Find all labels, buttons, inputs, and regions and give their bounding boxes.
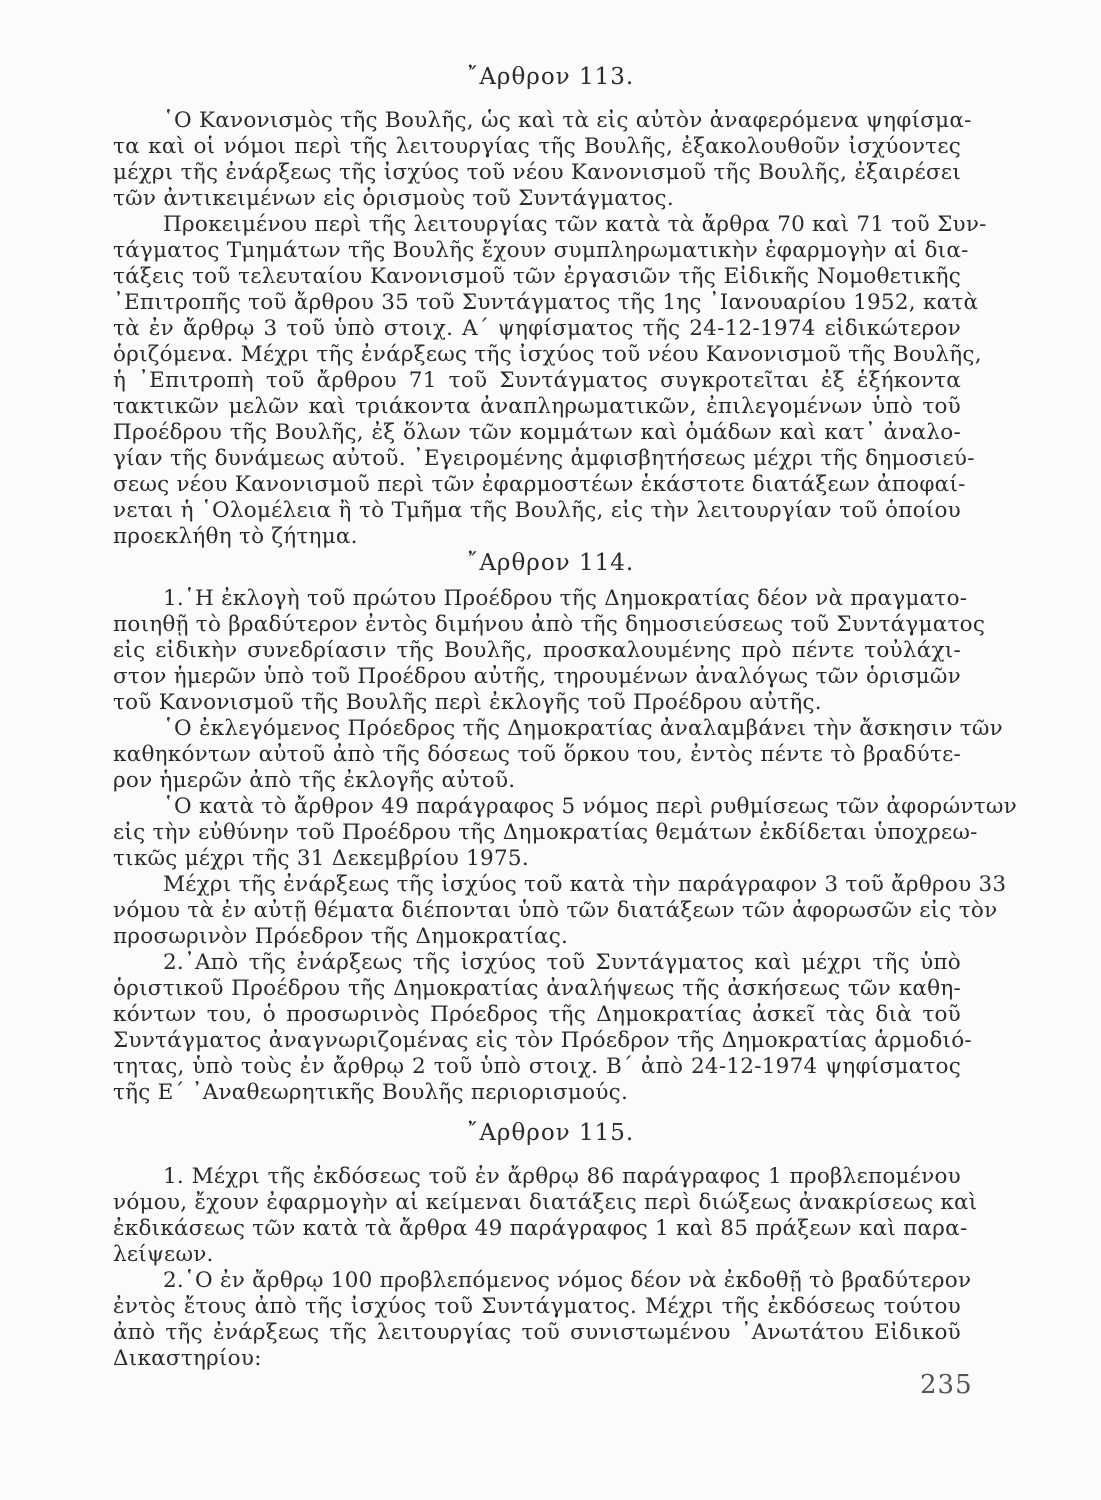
- text-line: τάγματος Τμημάτων τῆς Βουλῆς ἔχουν συμπληρωματικὴν ἐφαρμογὴν αἱ δια-: [113, 238, 969, 263]
- text-line: τακτικῶν μελῶν καὶ τριάκοντα ἀναπληρωματικῶν, ἐπιλεγομένων ὑπὸ τοῦ: [113, 394, 961, 419]
- page-number: 235: [920, 1370, 973, 1400]
- text-line: εἰς εἰδικὴν συνεδρίασιν τῆς Βουλῆς, προσκαλουμένης πρὸ πέντε τοὐλάχι-: [113, 638, 961, 663]
- text-line: τῆς Ε΄ ᾿Αναθεωρητικῆς Βουλῆς περιορισμούς.: [113, 1080, 629, 1105]
- text-line: νεται ἡ ῾Ολομέλεια ἢ τὸ Τμῆμα τῆς Βουλῆς, εἰς τὴν λειτουργίαν τοῦ ὁποίου: [113, 498, 961, 523]
- text-line: ῾Ο κατὰ τὸ ἄρθρον 49 παράγραφος 5 νόμος περὶ ρυθμίσεως τῶν ἀφορώντων: [163, 794, 1017, 819]
- text-line: γίαν τῆς δυνάμεως αὐτοῦ. ᾿Εγειρομένης ἀμφισβητήσεως μέχρι τῆς δημοσιεύ-: [113, 446, 975, 471]
- text-line: προσωρινὸν Πρόεδρον τῆς Δημοκρατίας.: [113, 924, 569, 949]
- article-115-heading: ῎Αρθρον 115.: [466, 1120, 635, 1146]
- text-line: ἡ ᾿Επιτροπὴ τοῦ ἄρθρου 71 τοῦ Συντάγματος συγκροτεῖται ἐξ ἑξήκοντα: [113, 368, 961, 393]
- article-113-heading: ῎Αρθρον 113.: [466, 64, 635, 90]
- text-line: ρον ἡμερῶν ἀπὸ τῆς ἐκλογῆς αὐτοῦ.: [113, 768, 516, 793]
- text-line: ἀπὸ τῆς ἐνάρξεως τῆς λειτουργίας τοῦ συνιστωμένου ᾿Ανωτάτου Εἰδικοῦ: [113, 1320, 961, 1345]
- text-line: τοῦ Κανονισμοῦ τῆς Βουλῆς περὶ ἐκλογῆς τοῦ Προέδρου αὐτῆς.: [113, 690, 822, 715]
- text-line: 2.῾Ο ἐν ἄρθρῳ 100 προβλεπόμενος νόμος δέον νὰ ἐκδοθῇ τὸ βραδύτερον: [163, 1268, 972, 1293]
- text-line: καθηκόντων αὐτοῦ ἀπὸ τῆς δόσεως τοῦ ὅρκου του, ἐντὸς πέντε τὸ βραδύτε-: [113, 742, 961, 767]
- text-line: νόμου τὰ ἐν αὐτῇ θέματα διέπονται ὑπὸ τῶν διατάξεων τῶν ἀφορωσῶν εἰς τὸν: [113, 898, 998, 923]
- text-line: 1. Μέχρι τῆς ἐκδόσεως τοῦ ἐν ἄρθρῳ 86 παράγραφος 1 προβλεπομένου: [163, 1164, 961, 1189]
- text-line: Μέχρι τῆς ἐνάρξεως τῆς ἰσχύος τοῦ κατὰ τὴν παράγραφον 3 τοῦ ἄρθρου 33: [163, 872, 1007, 897]
- text-line: λείψεων.: [113, 1242, 214, 1267]
- text-line: ἐκδικάσεως τῶν κατὰ τὰ ἄρθρα 49 παράγραφος 1 καὶ 85 πράξεων καὶ παρα-: [113, 1216, 968, 1241]
- text-line: ποιηθῇ τὸ βραδύτερον ἐντὸς διμήνου ἀπὸ τῆς δημοσιεύσεως τοῦ Συντάγματος: [113, 612, 986, 637]
- text-line: ῾Ο Κανονισμὸς τῆς Βουλῆς, ὡς καὶ τὰ εἰς αὐτὸν ἀναφερόμενα ψηφίσμα-: [163, 108, 972, 133]
- text-line: Προκειμένου περὶ τῆς λειτουργίας τῶν κατὰ τὰ ἄρθρα 70 καὶ 71 τοῦ Συν-: [163, 212, 987, 237]
- text-line: τα καὶ οἱ νόμοι περὶ τῆς λειτουργίας τῆς Βουλῆς, ἐξακολουθοῦν ἰσχύοντες: [113, 134, 961, 159]
- text-line: τητας, ὑπὸ τοὺς ἐν ἄρθρῳ 2 τοῦ ὑπὸ στοιχ. Β΄ ἀπὸ 24-12-1974 ψηφίσματος: [113, 1054, 961, 1079]
- text-line: ἐντὸς ἔτους ἀπὸ τῆς ἰσχύος τοῦ Συντάγματος. Μέχρι τῆς ἐκδόσεως τούτου: [113, 1294, 961, 1319]
- text-line: Προέδρου τῆς Βουλῆς, ἐξ ὅλων τῶν κομμάτων καὶ ὁμάδων καὶ κατ᾿ ἀναλο-: [113, 420, 961, 445]
- text-line: προεκλήθη τὸ ζήτημα.: [113, 524, 358, 549]
- text-line: μέχρι τῆς ἐνάρξεως τῆς ἰσχύος τοῦ νέου Κανονισμοῦ τῆς Βουλῆς, ἐξαιρέσει: [113, 160, 961, 185]
- text-line: τικῶς μέχρι τῆς 31 Δεκεμβρίου 1975.: [113, 846, 529, 871]
- text-line: κόντων του, ὁ προσωρινὸς Πρόεδρος τῆς Δημοκρατίας ἀσκεῖ τὰς διὰ τοῦ: [113, 1002, 961, 1027]
- text-line: Δικαστηρίου:: [113, 1346, 262, 1371]
- text-line: εἰς τὴν εὐθύνην τοῦ Προέδρου τῆς Δημοκρατίας θεμάτων ἐκδίδεται ὑποχρεω-: [113, 820, 978, 845]
- text-line: ὁριστικοῦ Προέδρου τῆς Δημοκρατίας ἀναλήψεως τῆς ἀσκήσεως τῶν καθη-: [113, 976, 961, 1001]
- text-line: Συντάγματος ἀναγνωριζομένας εἰς τὸν Πρόεδρον τῆς Δημοκρατίας ἁρμοδιό-: [113, 1028, 972, 1053]
- text-line: στον ἡμερῶν ὑπὸ τοῦ Προέδρου αὐτῆς, τηρουμένων ἀναλόγως τῶν ὁρισμῶν: [113, 664, 961, 689]
- text-line: ῾Ο ἐκλεγόμενος Πρόεδρος τῆς Δημοκρατίας ἀναλαμβάνει τὴν ἄσκησιν τῶν: [163, 716, 1004, 741]
- text-line: ᾿Επιτροπῆς τοῦ ἄρθρου 35 τοῦ Συντάγματος τῆς 1ης ᾿Ιανουαρίου 1952, κατὰ: [113, 290, 979, 315]
- article-114-heading: ῎Αρθρον 114.: [466, 550, 635, 576]
- text-line: σεως νέου Κανονισμοῦ περὶ τῶν ἐφαρμοστέων ἑκάστοτε διατάξεων ἀποφαί-: [113, 472, 966, 497]
- text-line: νόμου, ἔχουν ἐφαρμογὴν αἱ κείμεναι διατάξεις περὶ διώξεως ἀνακρίσεως καὶ: [113, 1190, 978, 1215]
- text-line: τὰ ἐν ἄρθρῳ 3 τοῦ ὑπὸ στοιχ. Α΄ ψηφίσματος τῆς 24-12-1974 εἰδικώτερον: [113, 316, 961, 341]
- text-line: ὁριζόμενα. Μέχρι τῆς ἐνάρξεως τῆς ἰσχύος τοῦ νέου Κανονισμοῦ τῆς Βουλῆς,: [113, 342, 982, 367]
- text-line: 2.᾿Απὸ τῆς ἐνάρξεως τῆς ἰσχύος τοῦ Συντάγματος καὶ μέχρι τῆς ὑπὸ: [163, 950, 961, 975]
- text-line: 1.῾Η ἐκλογὴ τοῦ πρώτου Προέδρου τῆς Δημοκρατίας δέον νὰ πραγματο-: [163, 586, 968, 611]
- text-line: τάξεις τοῦ τελευταίου Κανονισμοῦ τῶν ἐργασιῶν τῆς Εἰδικῆς Νομοθετικῆς: [113, 264, 961, 289]
- text-line: τῶν ἀντικειμένων εἰς ὁρισμοὺς τοῦ Συντάγματος.: [113, 186, 674, 211]
